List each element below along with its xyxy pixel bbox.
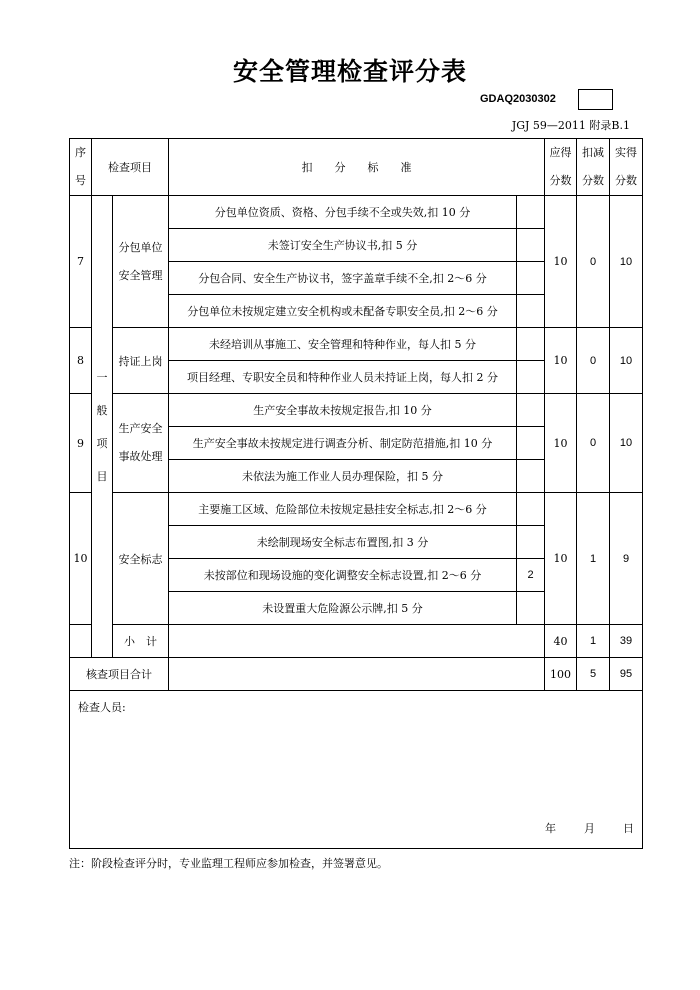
- item-name: 分包单位 安全管理: [113, 196, 169, 328]
- criteria-deduction[interactable]: [517, 592, 545, 625]
- table-row: [70, 328, 643, 361]
- item-name: 生产安全 事故处理: [113, 394, 169, 493]
- deducted-score[interactable]: 0: [577, 328, 610, 394]
- criteria-deduction[interactable]: [517, 526, 545, 559]
- total-due: 100: [545, 658, 577, 691]
- criteria-text: 未签订安全生产协议书,扣 5 分: [169, 229, 517, 262]
- criteria-deduction[interactable]: [517, 229, 545, 262]
- date-month: 月: [584, 822, 595, 835]
- total-criteria: [169, 658, 545, 691]
- criteria-text: 未设置重大危险源公示牌,扣 5 分: [169, 592, 517, 625]
- deducted-score[interactable]: 0: [577, 394, 610, 493]
- header-criteria: 扣 分 标 准: [169, 139, 545, 196]
- group-label: 一 般 项 目: [92, 196, 113, 658]
- page-title: 安全管理检查评分表: [232, 57, 467, 86]
- criteria-text: 未依法为施工作业人员办理保险，扣 5 分: [169, 460, 517, 493]
- criteria-deduction[interactable]: 2: [517, 559, 545, 592]
- total-label: 核查项目合计: [70, 658, 169, 691]
- criteria-deduction[interactable]: [517, 460, 545, 493]
- date-year: 年: [545, 822, 556, 835]
- footnote: 注：阶段检查评分时，专业监理工程师应参加检查，并签署意见。: [69, 857, 388, 870]
- standard-reference: JGJ 59—2011 附录B.1: [511, 119, 630, 132]
- seq-cell: 9: [70, 394, 92, 493]
- form-code: GDAQ2030302: [480, 93, 556, 105]
- deducted-score[interactable]: 1: [577, 493, 610, 625]
- date-day: 日: [623, 822, 634, 835]
- criteria-deduction[interactable]: [517, 295, 545, 328]
- code-input-box[interactable]: [578, 89, 613, 110]
- seq-cell: 8: [70, 328, 92, 394]
- criteria-text: 分包单位未按规定建立安全机构或未配备专职安全员,扣 2～6 分: [169, 295, 517, 328]
- item-name: 持证上岗: [113, 328, 169, 394]
- header-actual: 实得 分数: [610, 139, 643, 196]
- header-due: 应得 分数: [545, 139, 577, 196]
- seq-cell: 10: [70, 493, 92, 625]
- criteria-text: 分包合同、安全生产协议书，签字盖章手续不全,扣 2～6 分: [169, 262, 517, 295]
- actual-score[interactable]: 10: [610, 196, 643, 328]
- subtotal-row: [70, 625, 643, 658]
- deducted-score[interactable]: 0: [577, 196, 610, 328]
- date-line: [545, 820, 634, 836]
- due-score: 10: [545, 394, 577, 493]
- criteria-deduction[interactable]: [517, 196, 545, 229]
- criteria-deduction[interactable]: [517, 493, 545, 526]
- table-row: [70, 493, 643, 526]
- criteria-text: 生产安全事故未按规定进行调查分析、制定防范措施,扣 10 分: [169, 427, 517, 460]
- criteria-deduction[interactable]: [517, 328, 545, 361]
- subtotal-due: 40: [545, 625, 577, 658]
- criteria-text: 生产安全事故未按规定报告,扣 10 分: [169, 394, 517, 427]
- total-deducted[interactable]: 5: [577, 658, 610, 691]
- item-name: 安全标志: [113, 493, 169, 625]
- criteria-deduction[interactable]: [517, 361, 545, 394]
- criteria-text: 未绘制现场安全标志布置图,扣 3 分: [169, 526, 517, 559]
- actual-score[interactable]: 10: [610, 394, 643, 493]
- due-score: 10: [545, 493, 577, 625]
- header-item: 检查项目: [92, 139, 169, 196]
- criteria-text: 主要施工区域、危险部位未按规定悬挂安全标志,扣 2～6 分: [169, 493, 517, 526]
- seq-cell: 7: [70, 196, 92, 328]
- subtotal-actual[interactable]: 39: [610, 625, 643, 658]
- inspector-label: 检查人员:: [78, 701, 126, 714]
- criteria-deduction[interactable]: [517, 262, 545, 295]
- actual-score[interactable]: 10: [610, 328, 643, 394]
- subtotal-label: 小 计: [113, 625, 169, 658]
- subtotal-deducted[interactable]: 1: [577, 625, 610, 658]
- criteria-deduction[interactable]: [517, 427, 545, 460]
- total-actual[interactable]: 95: [610, 658, 643, 691]
- inspector-area[interactable]: [70, 691, 643, 849]
- criteria-deduction[interactable]: [517, 394, 545, 427]
- score-table: [69, 138, 643, 849]
- header-seq: 序 号: [70, 139, 92, 196]
- table-row: [70, 196, 643, 229]
- header-row: [70, 139, 643, 196]
- criteria-text: 未经培训从事施工、安全管理和特种作业，每人扣 5 分: [169, 328, 517, 361]
- criteria-text: 项目经理、专职安全员和特种作业人员未持证上岗，每人扣 2 分: [169, 361, 517, 394]
- subtotal-criteria: [169, 625, 545, 658]
- seq-cell: [70, 625, 92, 658]
- criteria-text: 分包单位资质、资格、分包手续不全或失效,扣 10 分: [169, 196, 517, 229]
- actual-score[interactable]: 9: [610, 493, 643, 625]
- table-row: [70, 394, 643, 427]
- due-score: 10: [545, 196, 577, 328]
- inspector-row: [70, 691, 643, 849]
- criteria-text: 未按部位和现场设施的变化调整安全标志设置,扣 2～6 分: [169, 559, 517, 592]
- due-score: 10: [545, 328, 577, 394]
- total-row: [70, 658, 643, 691]
- header-deducted: 扣减 分数: [577, 139, 610, 196]
